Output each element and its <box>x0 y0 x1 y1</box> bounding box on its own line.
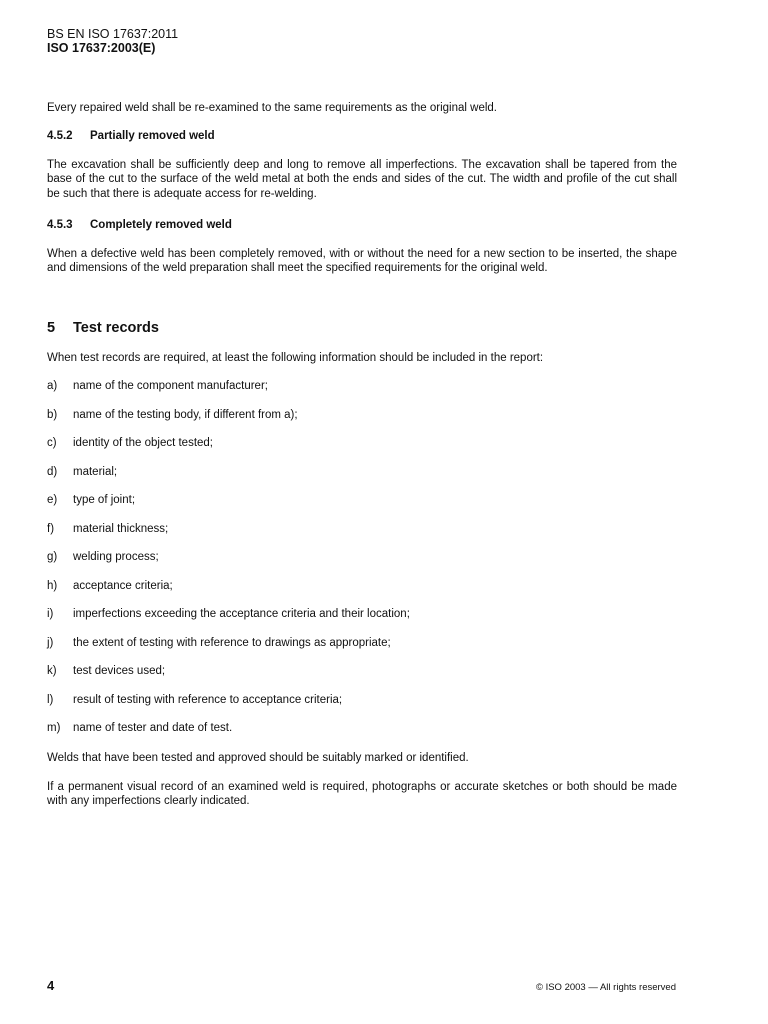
list-item-label: m) <box>47 722 61 734</box>
list-item <box>47 523 168 535</box>
header-standard-bs: BS EN ISO 17637:2011 <box>47 27 179 41</box>
list-item <box>47 409 298 421</box>
list-item-text: result of testing with reference to acceptance criteria; <box>73 694 343 706</box>
list-item-text: name of tester and date of test. <box>73 722 233 734</box>
list-item-label: i) <box>47 608 54 620</box>
heading-number: 4.5.2 <box>47 130 73 142</box>
list-item-label: d) <box>47 466 58 478</box>
paragraph-4-5-2: The excavation shall be sufficiently deep and long to remove all imperfections. The excavation shall be tapered from the base of the cut to the surface of the weld metal at both the ends and sides of the cut. The width and profile of the cut shall be such that there is adequate access for re-welding. <box>47 159 677 200</box>
copyright-notice: © ISO 2003 — All rights reserved <box>535 982 676 993</box>
list-item-label: e) <box>47 494 58 506</box>
list-item <box>47 551 159 563</box>
page-number: 4 <box>47 978 55 993</box>
list-item <box>47 437 213 449</box>
list-item-text: material; <box>73 466 118 478</box>
heading-5 <box>47 320 159 336</box>
list-item-label: b) <box>47 409 58 421</box>
list-item-text: material thickness; <box>73 523 169 535</box>
heading-4-5-2 <box>47 130 215 142</box>
list-item-label: h) <box>47 580 58 592</box>
list-item-label: c) <box>47 437 57 449</box>
header-standard-iso: ISO 17637:2003(E) <box>47 41 156 55</box>
heading-4-5-3 <box>47 219 232 231</box>
list-item <box>47 380 268 392</box>
list-item <box>47 665 165 677</box>
list-item <box>47 608 410 620</box>
paragraph-marking: Welds that have been tested and approved should be suitably marked or identified. <box>47 752 469 764</box>
paragraph-visual-record: If a permanent visual record of an examined weld is required, photographs or accurate sketches or both should be made with any imperfections clearly indicated. <box>47 781 677 808</box>
list-item <box>47 694 342 706</box>
list-item-text: identity of the object tested; <box>73 437 214 449</box>
heading-number: 4.5.3 <box>47 219 73 231</box>
list-item-text: test devices used; <box>73 665 166 677</box>
list-item-text: name of the component manufacturer; <box>73 380 268 392</box>
list-item-label: l) <box>47 694 54 706</box>
list-item <box>47 466 117 478</box>
list-item-label: f) <box>47 523 55 535</box>
list-item-label: a) <box>47 380 58 392</box>
list-item <box>47 722 232 734</box>
paragraph-5-intro: When test records are required, at least the following information should be included in the report: <box>47 352 544 364</box>
heading-number: 5 <box>47 320 56 336</box>
heading-title: Test records <box>73 320 159 336</box>
list-item-label: j) <box>47 637 54 649</box>
list-item <box>47 580 173 592</box>
list-item-label: g) <box>47 551 58 563</box>
list-item-text: welding process; <box>73 551 159 563</box>
list-item-text: acceptance criteria; <box>73 580 173 592</box>
list-item-text: name of the testing body, if different from a); <box>73 409 298 421</box>
list-item <box>47 637 391 649</box>
list-item-label: k) <box>47 665 57 677</box>
heading-title: Partially removed weld <box>90 130 215 142</box>
list-item <box>47 494 135 506</box>
heading-title: Completely removed weld <box>90 219 232 231</box>
list-item-text: the extent of testing with reference to drawings as appropriate; <box>73 637 391 649</box>
paragraph-4-5-3: When a defective weld has been completely removed, with or without the need for a new section to be inserted, the shape and dimensions of the weld preparation shall meet the specified requirements for the original weld. <box>47 248 677 275</box>
intro-paragraph: Every repaired weld shall be re-examined to the same requirements as the original weld. <box>47 102 498 114</box>
list-item-text: type of joint; <box>73 494 136 506</box>
list-item-text: imperfections exceeding the acceptance criteria and their location; <box>73 608 410 620</box>
